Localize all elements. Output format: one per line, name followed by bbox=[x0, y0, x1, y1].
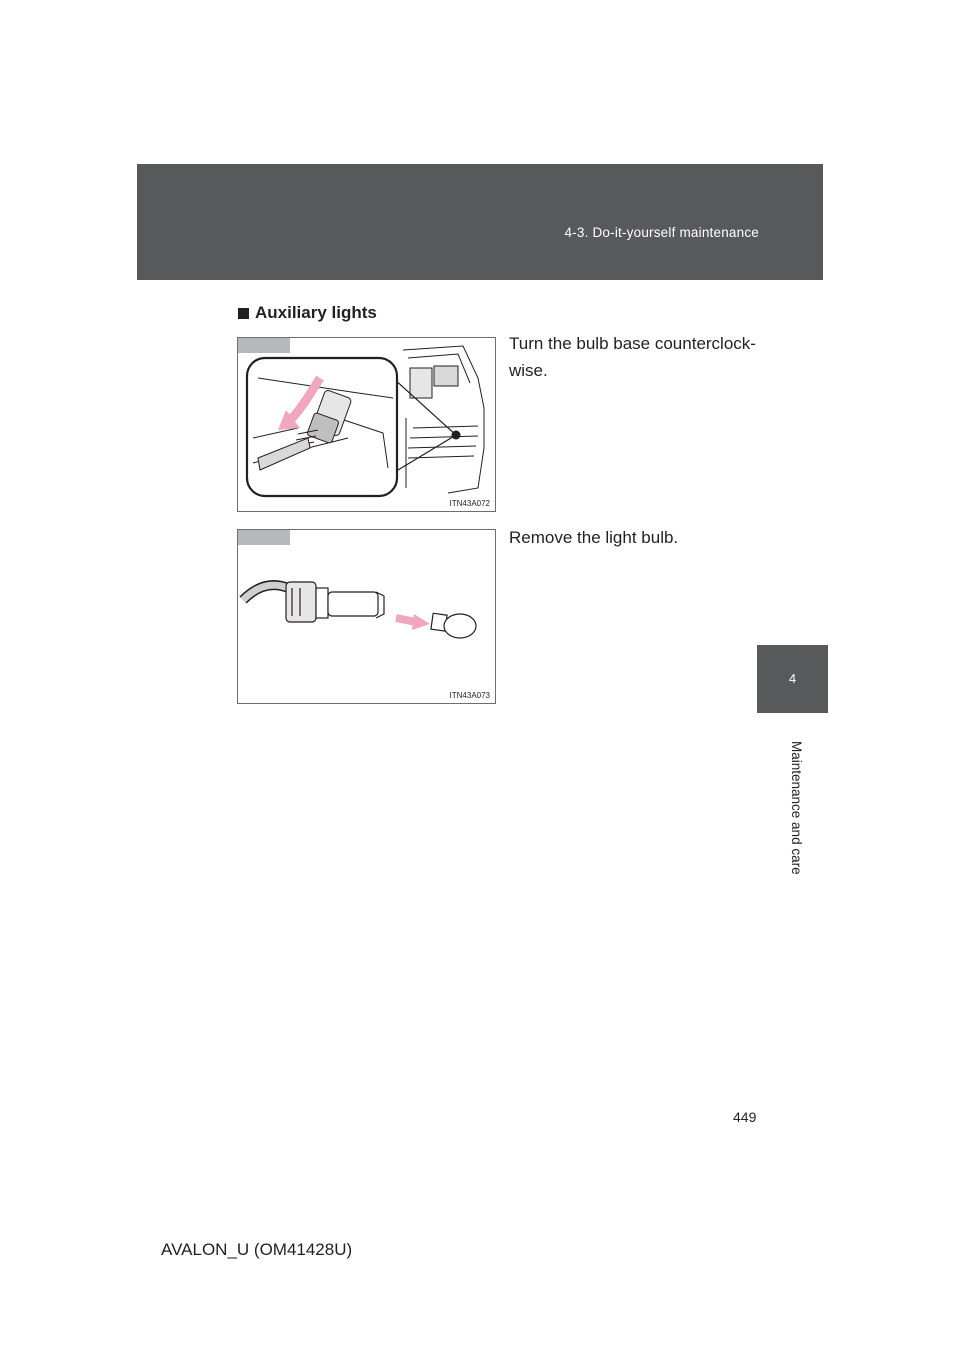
step-1-text bbox=[509, 330, 779, 384]
figure-tag bbox=[238, 338, 290, 353]
figure-code: ITN43A072 bbox=[449, 499, 490, 508]
section-title: 4-3. Do-it-yourself maintenance bbox=[564, 225, 759, 240]
chapter-label: Maintenance and care bbox=[789, 741, 804, 875]
figure-bulb-base-turn bbox=[237, 337, 496, 512]
step-2-text: Remove the light bulb. bbox=[509, 528, 679, 547]
figure-bulb-removal bbox=[237, 529, 496, 704]
step-1-line: Turn the bulb base counterclock- wise. bbox=[509, 334, 756, 380]
page-number: 449 bbox=[733, 1109, 757, 1125]
model-code: AVALON_U (OM41428U) bbox=[161, 1240, 353, 1259]
chapter-tab bbox=[757, 645, 828, 713]
bulb-removal-illustration bbox=[238, 530, 495, 703]
chapter-number: 4 bbox=[788, 671, 797, 686]
section-heading-text: Auxiliary lights bbox=[255, 303, 377, 322]
square-bullet-icon bbox=[238, 308, 249, 319]
figure-tag bbox=[238, 530, 290, 545]
header-band bbox=[137, 164, 823, 280]
bulb-base-turn-illustration bbox=[238, 338, 495, 511]
figure-code: ITN43A073 bbox=[449, 691, 490, 700]
section-heading bbox=[238, 303, 377, 323]
